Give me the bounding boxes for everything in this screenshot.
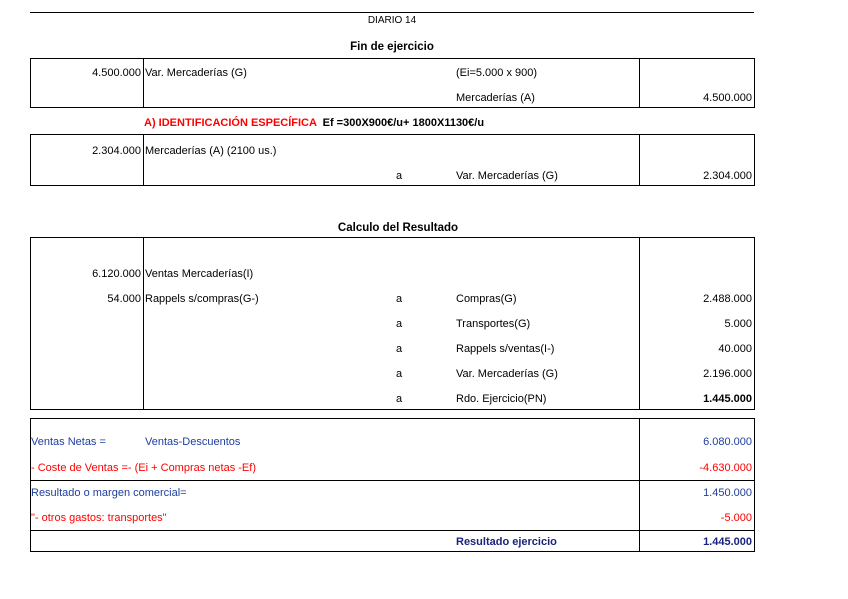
calculo-connector-a: a xyxy=(396,368,403,380)
ventas-netas-formula: Ventas-Descuentos xyxy=(145,436,241,448)
calculo-credit-account: Transportes(G) xyxy=(456,318,531,330)
entry1-credit-amount: 4.500.000 xyxy=(703,92,752,104)
coste-ventas-value: -4.630.000 xyxy=(699,462,752,474)
calculo-top-border xyxy=(30,237,755,238)
calculo-credit-amount: 2.196.000 xyxy=(703,368,752,380)
calculo-debit-account: Ventas Mercaderías(I) xyxy=(145,268,254,280)
summary-divider-2 xyxy=(30,530,755,531)
entry2-debit-amount: 2.304.000 xyxy=(92,145,141,157)
calculo-credit-account: Var. Mercaderías (G) xyxy=(456,368,558,380)
identificacion-label: A) IDENTIFICACIÓN ESPECÍFICA xyxy=(144,117,317,129)
identificacion-heading xyxy=(144,117,484,130)
ventas-netas-label: Ventas Netas = xyxy=(31,436,106,448)
calculo-left-border xyxy=(30,237,31,409)
calculo-credit-amount: 5.000 xyxy=(724,318,752,330)
calculo-credit-account: Rdo. Ejercicio(PN) xyxy=(456,393,547,405)
calculo-debit-account: Rappels s/compras(G-) xyxy=(145,293,259,305)
resultado-margen-label: Resultado o margen comercial= xyxy=(31,487,187,499)
calculo-credit-amount: 2.488.000 xyxy=(703,293,752,305)
entry2-top-border xyxy=(30,134,755,135)
entry1-top-border xyxy=(30,58,755,59)
resultado-ejercicio-label: Resultado ejercicio xyxy=(456,536,557,548)
resultado-ejercicio-value: 1.445.000 xyxy=(703,536,752,548)
calculo-credit-amount-total: 1.445.000 xyxy=(703,393,752,405)
resultado-margen-value: 1.450.000 xyxy=(703,487,752,499)
calculo-col-divider-1 xyxy=(143,237,144,409)
entry2-left-border xyxy=(30,134,31,185)
entry2-credit-amount: 2.304.000 xyxy=(703,170,752,182)
entry1-right-border xyxy=(754,58,755,107)
calculo-debit-amount: 6.120.000 xyxy=(92,268,141,280)
entry1-bottom-border xyxy=(30,107,755,108)
calculo-credit-account: Compras(G) xyxy=(456,293,517,305)
entry2-col-divider-1 xyxy=(143,134,144,185)
entry1-debit-account: Var. Mercaderías (G) xyxy=(145,67,247,79)
entry2-connector-a: a xyxy=(396,170,403,182)
section-title-fin-ejercicio: Fin de ejercicio xyxy=(350,41,434,53)
calculo-credit-amount: 40.000 xyxy=(718,343,752,355)
calculo-debit-amount: 54.000 xyxy=(107,293,141,305)
summary-divider-1 xyxy=(30,480,755,481)
entry1-note: (Ei=5.000 x 900) xyxy=(456,67,538,79)
summary-top-border xyxy=(30,418,755,419)
coste-ventas-label: - Coste de Ventas =- (Ei + Compras netas -Ef) xyxy=(31,462,256,474)
summary-bottom-border xyxy=(30,551,755,552)
calculo-credit-account: Rappels s/ventas(I-) xyxy=(456,343,555,355)
entry1-left-border xyxy=(30,58,31,107)
entry2-debit-account: Mercaderías (A) (2100 us.) xyxy=(145,145,277,157)
calculo-connector-a: a xyxy=(396,318,403,330)
otros-gastos-label: "- otros gastos: transportes" xyxy=(31,512,167,524)
calculo-right-border xyxy=(754,237,755,409)
calculo-connector-a: a xyxy=(396,393,403,405)
identificacion-formula: Ef =300X900€/u+ 1800X1130€/u xyxy=(322,117,485,129)
entry1-debit-amount: 4.500.000 xyxy=(92,67,141,79)
entry1-credit-account: Mercaderías (A) xyxy=(456,92,535,104)
ventas-netas-value: 6.080.000 xyxy=(703,436,752,448)
section-title-calculo: Calculo del Resultado xyxy=(337,222,459,234)
entry2-bottom-border xyxy=(30,185,755,186)
calculo-connector-a: a xyxy=(396,343,403,355)
calculo-connector-a: a xyxy=(396,293,403,305)
calculo-bottom-border xyxy=(30,409,755,410)
journal-number: DIARIO 14 xyxy=(367,15,417,26)
otros-gastos-value: -5.000 xyxy=(720,512,752,524)
entry2-right-border xyxy=(754,134,755,185)
top-rule xyxy=(30,12,754,13)
summary-right-border xyxy=(754,418,755,551)
entry1-col-divider-1 xyxy=(143,58,144,107)
entry2-credit-account: Var. Mercaderías (G) xyxy=(456,170,558,182)
